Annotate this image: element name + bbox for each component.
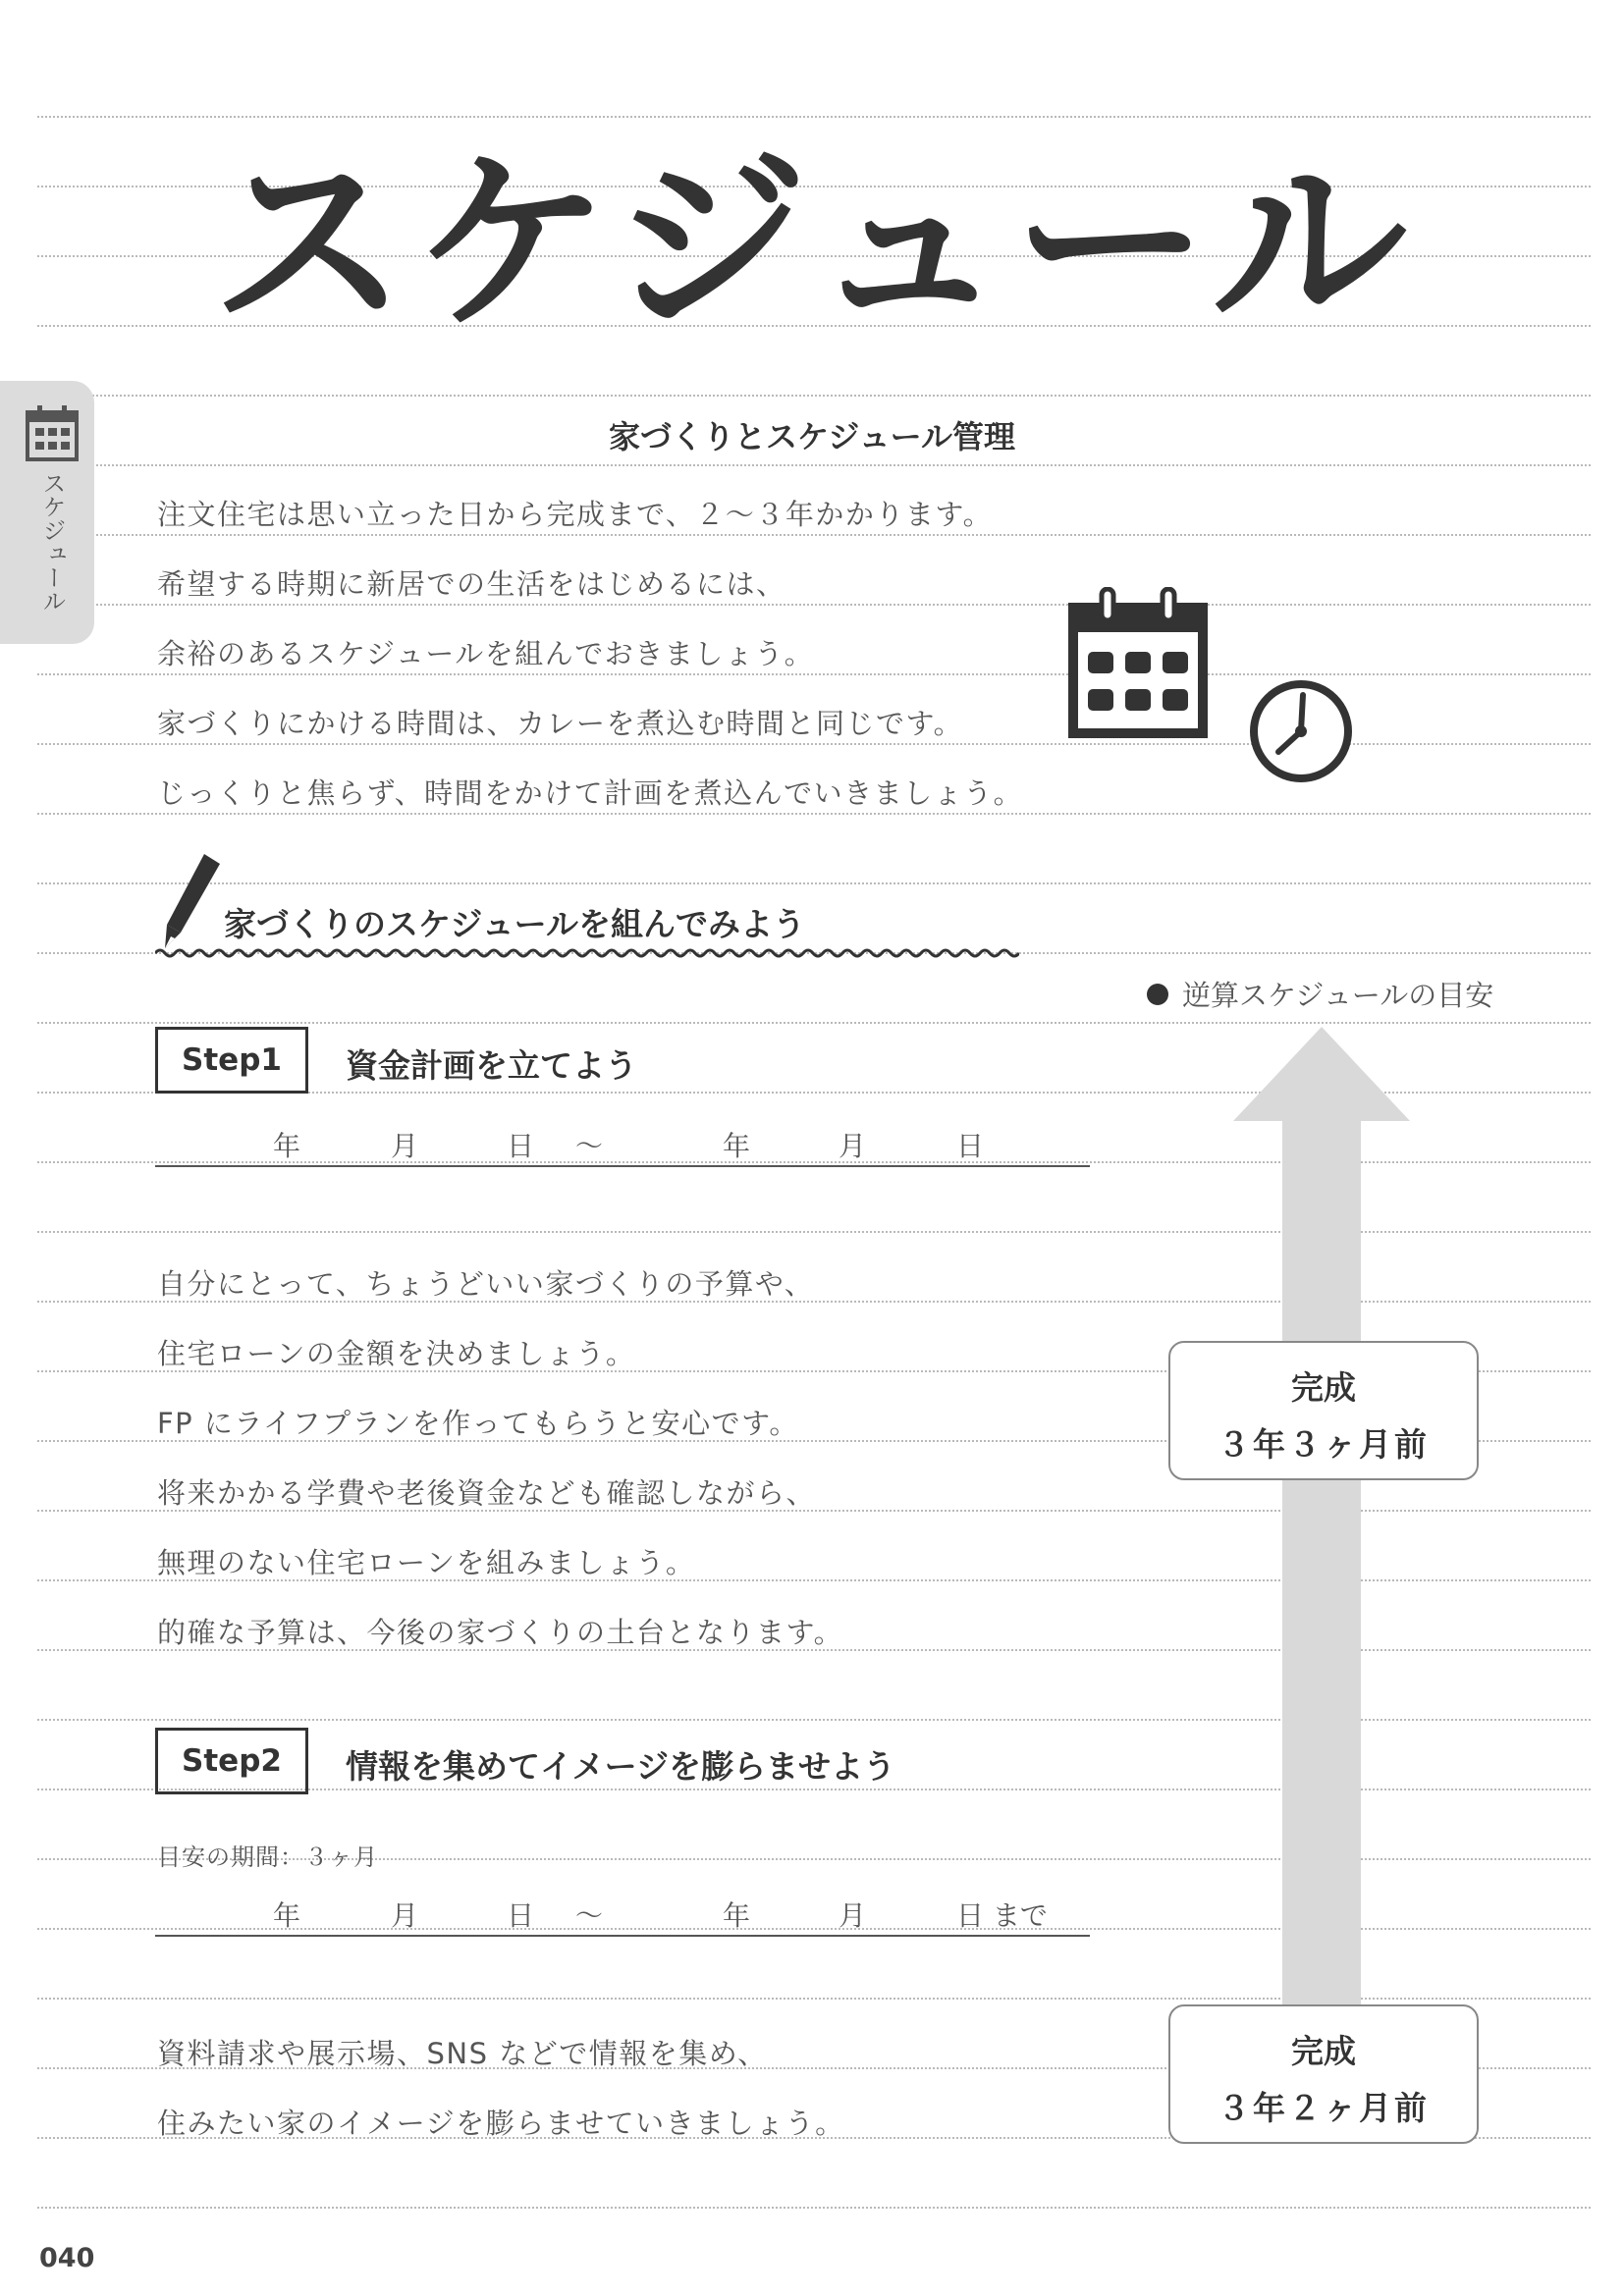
date-year-label: 年 [273,1130,301,1162]
intro-line: 余裕のあるスケジュールを組んでおきましょう。 [157,637,815,670]
intro-line: 希望する時期に新居での生活をはじめるには、 [157,567,786,601]
date-month-label: 月 [839,1899,867,1932]
milestone-badge [1168,1341,1479,1480]
step1-text-line: 自分にとって、ちょうどいい家づくりの予算や、 [157,1267,815,1301]
step1-text-line: 無理のない住宅ローンを組みましょう。 [157,1546,696,1579]
section-heading: 家づくりのスケジュールを組んでみよう [224,905,806,943]
date-underline [155,1165,1090,1167]
date-month-label: 月 [839,1130,867,1162]
date-month-label: 月 [391,1130,419,1162]
step2-title: 情報を集めてイメージを膨らませよう [346,1747,896,1786]
date-range-tilde: ～ [575,1899,604,1932]
step1-title: 資金計画を立てよう [346,1046,637,1085]
date-year-label: 年 [273,1899,301,1932]
step1-text-line: FP にライフプランを作ってもらうと安心です。 [157,1407,799,1440]
page-title: スケジュール [210,131,1413,359]
date-day-label: 日 まで [956,1899,1048,1932]
side-tab-label: スケジュール [38,471,66,613]
step2-duration-note: 目安の期間：３ヶ月 [157,1843,378,1871]
step2-text-line: 住みたい家のイメージを膨らませていきましょう。 [157,2107,845,2140]
date-month-label: 月 [391,1899,419,1932]
calendar-icon [1064,587,1212,748]
step2-label: Step2 [155,1728,308,1794]
step1-text-line: 将来かかる学費や老後資金なども確認しながら、 [157,1476,817,1510]
page-number: 040 [39,2243,95,2273]
badge-line1: 完成 [1291,2032,1356,2070]
step1-text-line: 的確な予算は、今後の家づくりの土台となります。 [157,1616,844,1649]
badge-line2: ３年２ヶ月前 [1218,2089,1430,2127]
date-year-label: 年 [723,1899,751,1932]
intro-line: 家づくりにかける時間は、カレーを煮込む時間と同じです。 [157,707,964,740]
subtitle: 家づくりとスケジュール管理 [608,418,1016,455]
step1-text-line: 住宅ローンの金額を決めましょう。 [157,1337,636,1370]
date-day-label: 日 [507,1899,535,1932]
pencil-icon [157,852,226,954]
intro-line: じっくりと焦らず、時間をかけて計画を煮込んでいきましょう。 [157,776,1024,810]
date-day-label: 日 [956,1130,985,1162]
bullet-dot-icon [1147,984,1168,1005]
badge-line2: ３年３ヶ月前 [1218,1425,1430,1464]
wavy-underline [155,945,1019,965]
badge-line1: 完成 [1291,1368,1356,1407]
date-underline [155,1935,1090,1937]
legend-label: 逆算スケジュールの目安 [1182,979,1494,1012]
up-arrow-icon [1233,1027,1410,2022]
date-range-tilde: ～ [575,1130,604,1162]
step1-label: Step1 [155,1027,308,1094]
intro-line: 注文住宅は思い立った日から完成まで、２～３年かかります。 [157,498,994,531]
date-year-label: 年 [723,1130,751,1162]
clock-icon [1247,677,1355,789]
legend [1147,974,1493,1014]
step2-text-line: 資料請求や展示場、SNS などで情報を集め、 [157,2037,768,2070]
milestone-badge [1168,2004,1479,2144]
date-day-label: 日 [507,1130,535,1162]
